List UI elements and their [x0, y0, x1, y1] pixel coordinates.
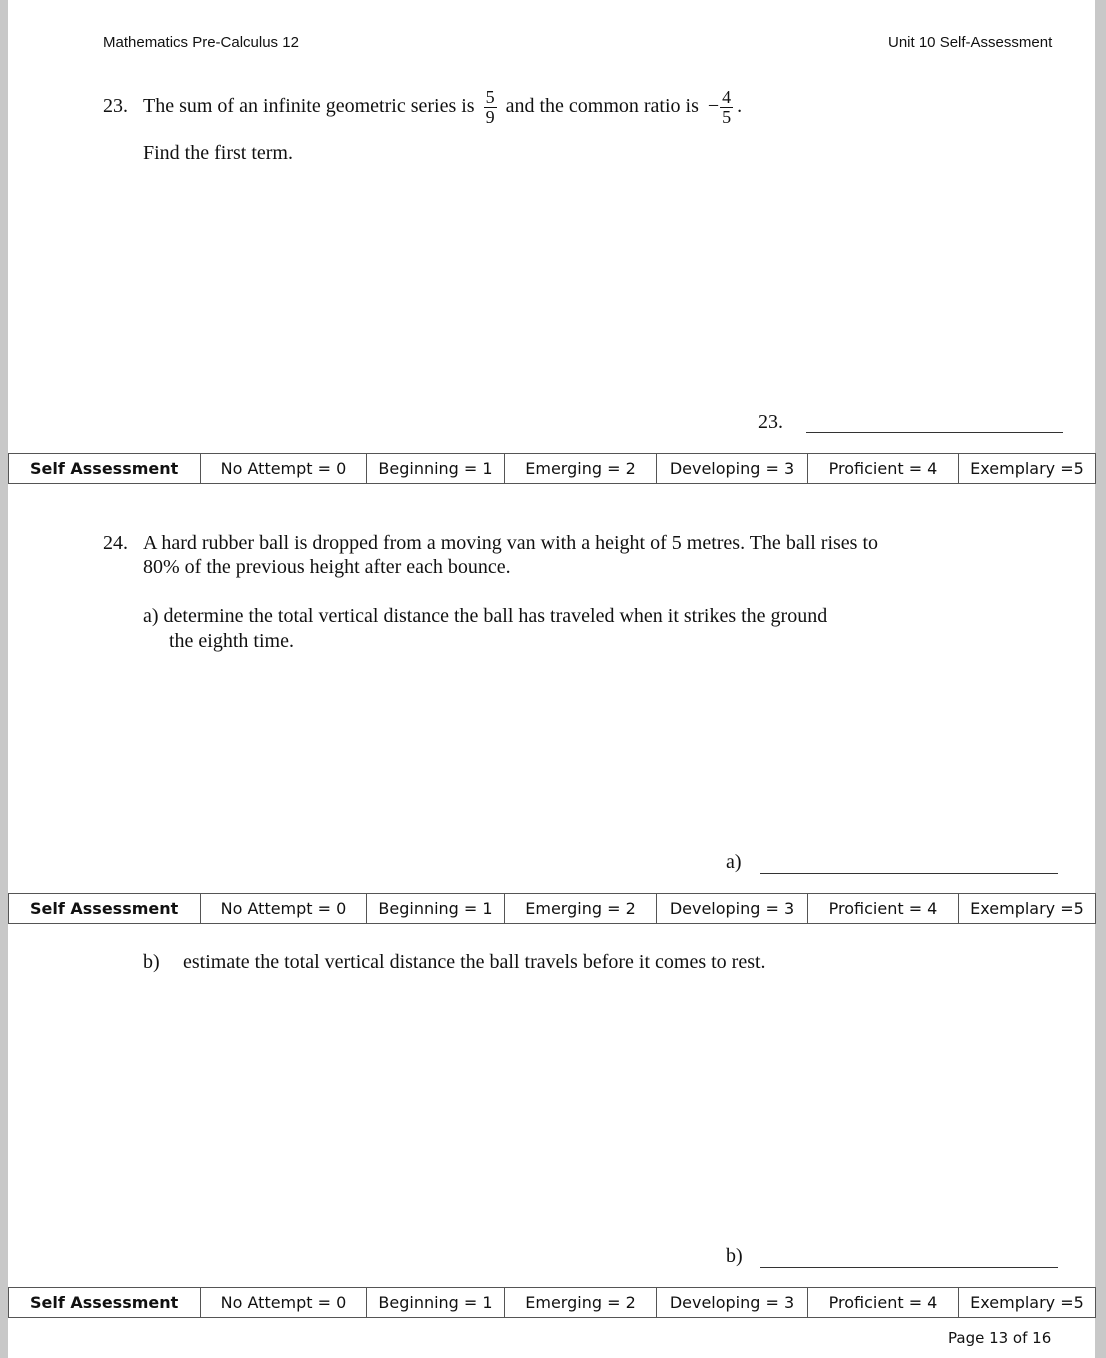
- ratio-denominator: 5: [722, 107, 732, 127]
- part-a-line-1: a) determine the total vertical distance the ball has traveled when it strikes the ground: [143, 605, 828, 627]
- option-exemplary[interactable]: Exemplary =5: [959, 454, 1096, 484]
- question-23-number: 23.: [103, 95, 128, 118]
- part-a-line-2: the eighth time.: [169, 630, 294, 652]
- question-23-text-2: and the common ratio is: [505, 95, 699, 118]
- sum-fraction: [484, 88, 497, 127]
- part-b-label: b): [143, 951, 160, 973]
- option-exemplary[interactable]: Exemplary =5: [959, 1288, 1096, 1318]
- answer-b-label: b): [726, 1245, 743, 1267]
- answer-23-label: 23.: [758, 411, 783, 433]
- option-emerging[interactable]: Emerging = 2: [505, 894, 657, 924]
- option-proficient[interactable]: Proficient = 4: [808, 1288, 959, 1318]
- page-number: Page 13 of 16: [948, 1329, 1052, 1347]
- part-b-text: estimate the total vertical distance the ball travels before it comes to rest.: [183, 951, 766, 973]
- question-24-line-1: A hard rubber ball is dropped from a moving van with a height of 5 metres. The ball rises to: [143, 532, 879, 554]
- question-23: [103, 88, 742, 127]
- answer-23-line[interactable]: [806, 432, 1063, 433]
- option-exemplary[interactable]: Exemplary =5: [959, 894, 1096, 924]
- question-23-text-1: The sum of an infinite geometric series is: [143, 95, 475, 118]
- option-emerging[interactable]: Emerging = 2: [505, 454, 657, 484]
- self-assessment-table-24a: [8, 893, 1096, 924]
- option-beginning[interactable]: Beginning = 1: [367, 454, 505, 484]
- option-no-attempt[interactable]: No Attempt = 0: [201, 1288, 367, 1318]
- question-23-instruction: Find the first term.: [143, 142, 293, 164]
- option-developing[interactable]: Developing = 3: [657, 1288, 808, 1318]
- sum-numerator: 5: [485, 87, 495, 107]
- answer-a-line[interactable]: [760, 873, 1058, 874]
- option-proficient[interactable]: Proficient = 4: [808, 454, 959, 484]
- option-developing[interactable]: Developing = 3: [657, 454, 808, 484]
- self-assessment-table-23: [8, 453, 1096, 484]
- option-proficient[interactable]: Proficient = 4: [808, 894, 959, 924]
- self-assessment-table-24b: [8, 1287, 1096, 1318]
- answer-b-line[interactable]: [760, 1267, 1058, 1268]
- ratio-numerator: 4: [722, 87, 732, 107]
- question-23-period: .: [737, 95, 743, 118]
- question-24-number: 24.: [103, 532, 128, 554]
- option-no-attempt[interactable]: No Attempt = 0: [201, 894, 367, 924]
- question-24-line-2: 80% of the previous height after each bounce.: [143, 556, 511, 578]
- option-no-attempt[interactable]: No Attempt = 0: [201, 454, 367, 484]
- unit-title: Unit 10 Self-Assessment: [888, 34, 1053, 51]
- option-beginning[interactable]: Beginning = 1: [367, 894, 505, 924]
- option-beginning[interactable]: Beginning = 1: [367, 1288, 505, 1318]
- self-assessment-label: Self Assessment: [9, 454, 201, 484]
- ratio-fraction: [720, 88, 733, 127]
- option-emerging[interactable]: Emerging = 2: [505, 1288, 657, 1318]
- self-assessment-label: Self Assessment: [9, 1288, 201, 1318]
- ratio-sign: −: [707, 95, 720, 118]
- document-page: [8, 0, 1095, 1358]
- self-assessment-label: Self Assessment: [9, 894, 201, 924]
- option-developing[interactable]: Developing = 3: [657, 894, 808, 924]
- sum-denominator: 9: [485, 107, 495, 127]
- course-title: Mathematics Pre-Calculus 12: [103, 34, 299, 51]
- answer-a-label: a): [726, 851, 742, 873]
